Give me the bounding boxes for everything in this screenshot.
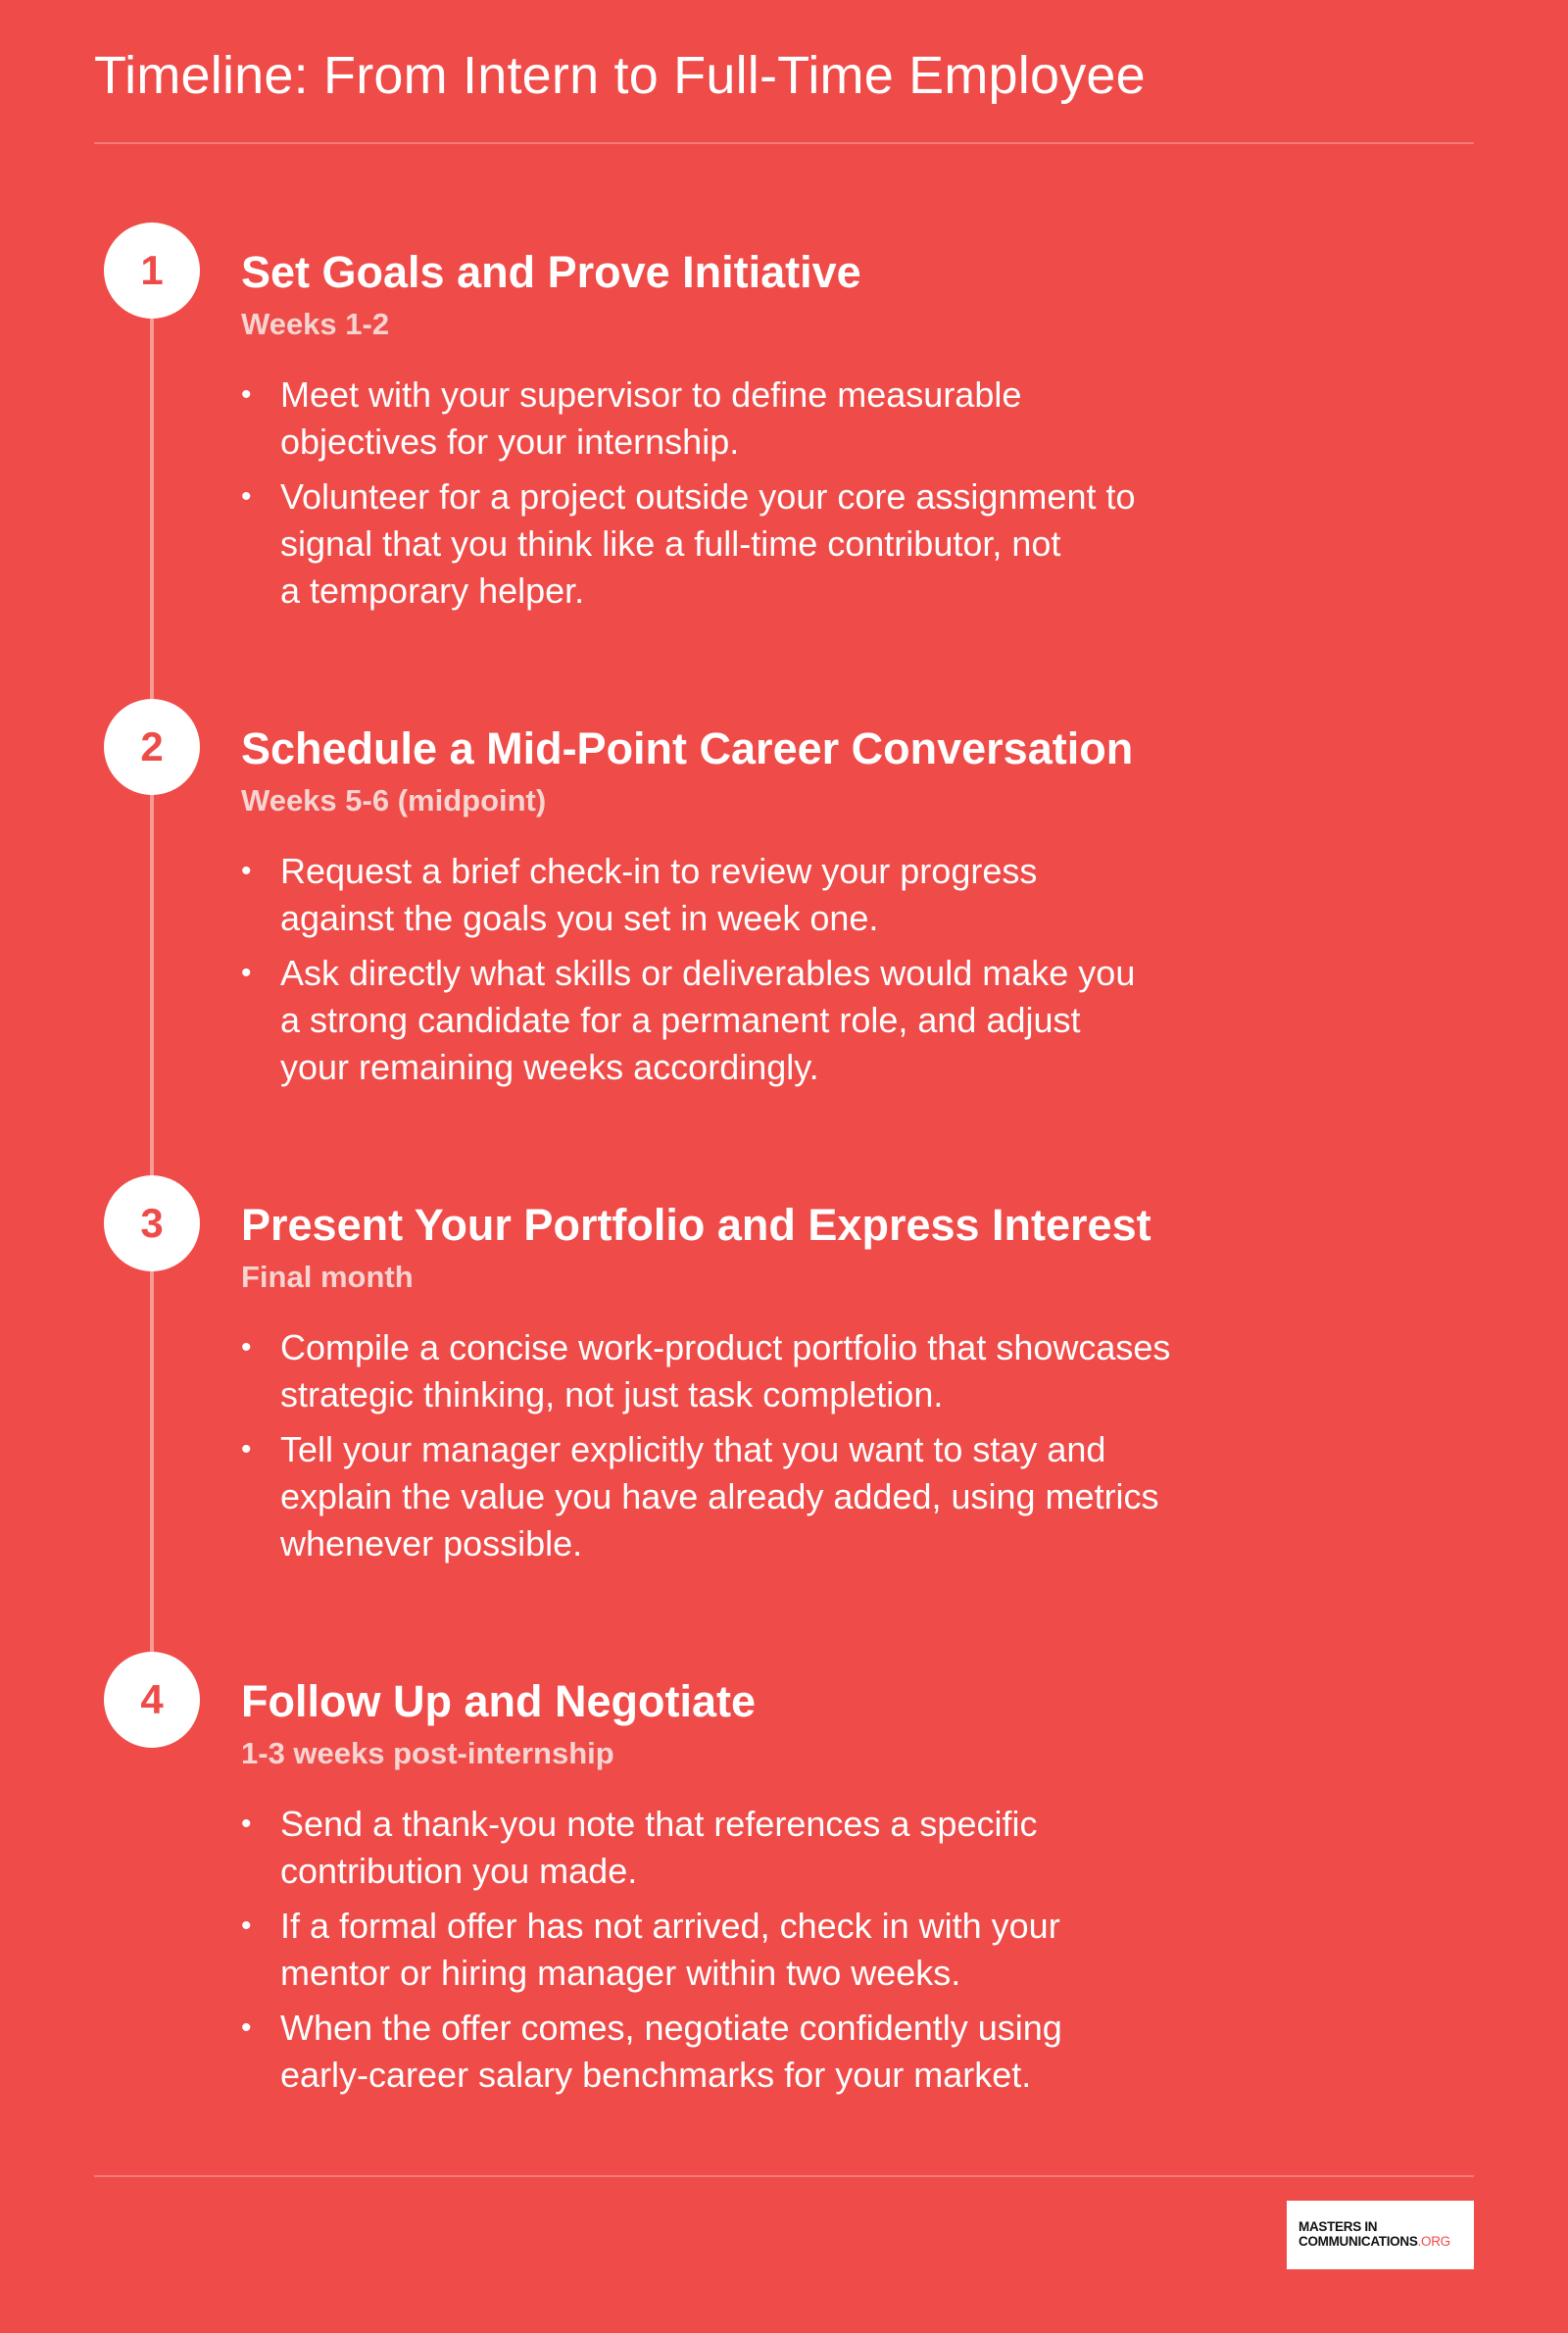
step-bullet xyxy=(241,1801,1260,1895)
step-period: Final month xyxy=(241,1260,414,1294)
step-title: Follow Up and Negotiate xyxy=(241,1676,756,1726)
step-number-badge: 4 xyxy=(104,1652,200,1748)
bullet-text-line: • Ask directly what skills or deliverables would make you xyxy=(280,953,1136,993)
step-bullet xyxy=(241,848,1260,942)
masters-in-communications-logo[interactable] xyxy=(1287,2201,1474,2269)
logo-wordmark: COMMUNICATIONS xyxy=(1298,2234,1418,2249)
step-bullet xyxy=(241,1426,1260,1567)
step-number-badge: 2 xyxy=(104,699,200,795)
footer-divider xyxy=(94,2175,1474,2177)
bullet-text-line: • Compile a concise work-product portfolio that showcases xyxy=(280,1327,1171,1367)
bullet-text-line: • Meet with your supervisor to define measurable xyxy=(280,374,1022,415)
bullet-text-line: • Send a thank-you note that references a specific xyxy=(280,1804,1038,1844)
bullet-text-line: • If a formal offer has not arrived, check in with your xyxy=(280,1906,1060,1946)
logo-line-2 xyxy=(1298,2234,1474,2249)
step-bullet xyxy=(241,372,1260,466)
step-period: Weeks 1-2 xyxy=(241,307,390,341)
timeline-connector xyxy=(150,271,154,1684)
bullet-text-line: early-career salary benchmarks for your market. xyxy=(280,2055,1032,2095)
bullet-text-line: a strong candidate for a permanent role, and adjust xyxy=(280,1000,1081,1040)
bullet-text-line: your remaining weeks accordingly. xyxy=(280,1047,819,1087)
step-bullet xyxy=(241,473,1260,615)
page-title: Timeline: From Intern to Full-Time Employee xyxy=(94,46,1146,105)
step-bullet-list xyxy=(241,372,1260,622)
bullet-text-line: a temporary helper. xyxy=(280,571,585,611)
step-bullet-list xyxy=(241,1324,1260,1575)
step-bullet xyxy=(241,1324,1260,1418)
bullet-text-line: whenever possible. xyxy=(280,1523,583,1564)
logo-domain-suffix: .ORG xyxy=(1417,2234,1450,2249)
step-bullet-list xyxy=(241,848,1260,1099)
bullet-text-line: mentor or hiring manager within two weeks. xyxy=(280,1953,961,1993)
bullet-text-line: • Request a brief check-in to review your progress xyxy=(280,851,1038,891)
step-bullet-list xyxy=(241,1801,1260,2107)
step-bullet xyxy=(241,2005,1260,2099)
bullet-text-line: • Tell your manager explicitly that you want to stay and xyxy=(280,1429,1106,1469)
step-title: Set Goals and Prove Initiative xyxy=(241,247,861,297)
bullet-text-line: • Volunteer for a project outside your core assignment to xyxy=(280,476,1136,517)
step-number-badge: 3 xyxy=(104,1175,200,1271)
step-bullet xyxy=(241,1903,1260,1997)
logo-line-1: MASTERS IN xyxy=(1298,2219,1378,2234)
header-divider xyxy=(94,142,1474,144)
step-period: Weeks 5-6 (midpoint) xyxy=(241,783,547,818)
bullet-text-line: objectives for your internship. xyxy=(280,422,740,462)
step-title: Present Your Portfolio and Express Interest xyxy=(241,1200,1152,1250)
step-number-badge: 1 xyxy=(104,223,200,319)
bullet-text-line: contribution you made. xyxy=(280,1851,638,1891)
bullet-text-line: strategic thinking, not just task completion. xyxy=(280,1374,944,1415)
bullet-text-line: against the goals you set in week one. xyxy=(280,898,879,938)
bullet-text-line: signal that you think like a full-time contributor, not xyxy=(280,523,1061,564)
step-bullet xyxy=(241,950,1260,1091)
step-period: 1-3 weeks post-internship xyxy=(241,1736,614,1770)
bullet-text-line: • When the offer comes, negotiate confidently using xyxy=(280,2008,1062,2048)
step-title: Schedule a Mid-Point Career Conversation xyxy=(241,723,1134,773)
bullet-text-line: explain the value you have already added, using metrics xyxy=(280,1476,1159,1516)
